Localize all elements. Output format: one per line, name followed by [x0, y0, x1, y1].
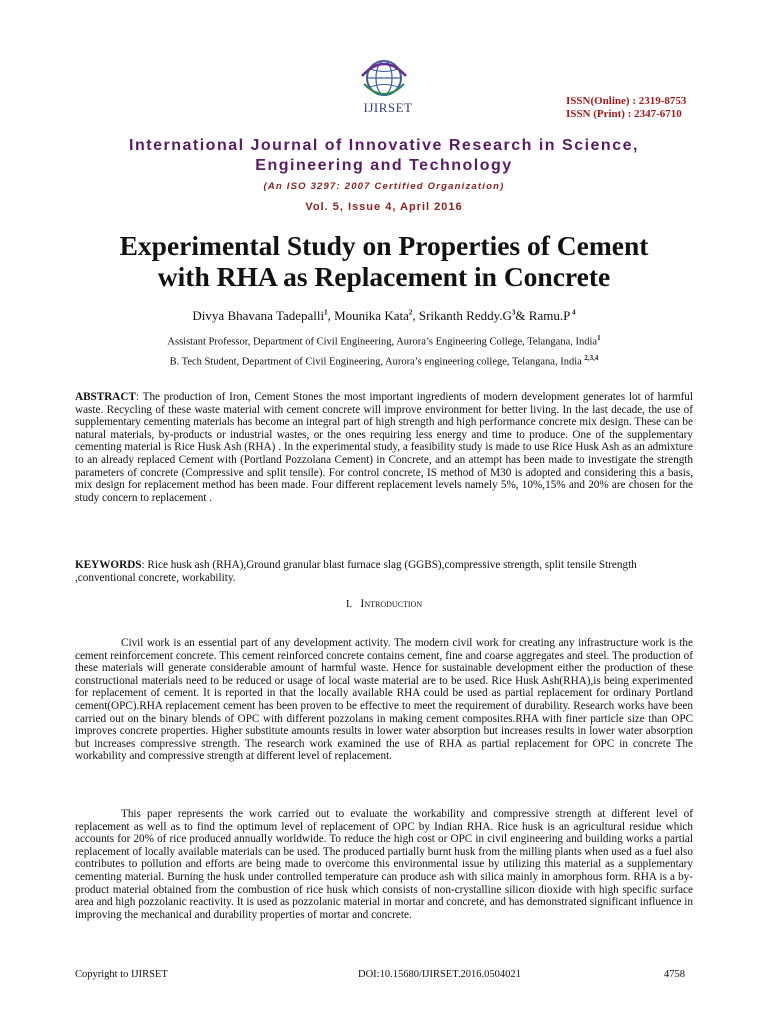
- logo-text: IJIRSET: [363, 100, 413, 115]
- affiliation-sup: 1: [597, 334, 601, 342]
- journal-name-line1: International Journal of Innovative Research in Science,: [129, 137, 639, 154]
- author-name: Mounika Kata: [334, 308, 409, 323]
- journal-name: [60, 136, 708, 176]
- footer-doi: DOI:10.15680/IJIRSET.2016.0504021: [358, 969, 521, 980]
- intro-paragraph-2: This paper represents the work carried out to evaluate the workability and compressive strength at different level of replacement as well as to find the optimum level of replacement of OPC by Indian RHA. Rice husk is an agricultural residue which accounts for 20% of rice produced annually worldwide. To reduce the high cost or OPC in civil engineering and building works a partial replacement of locally available materials can be used. The produced partially burnt husk from the milling plants when used as a fuel also contributes to pollution and efforts are being made to overcome this environmental issue by utilizing this material as a supplementary cementing material. Burning the husk under controlled temperature can produce ash with silica mainly in amorphous form. RHA is a by-product material obtained from the combustion of rice husk which consists of non-crystalline silicon dioxide with high specific surface area and high pozzolanic reactivity. It is used as pozzolanic material in mortar and concrete, and has demonstrated significant influence in improving the mechanical and durability properties of mortar and concrete.: [75, 808, 693, 921]
- affiliation-2: [60, 354, 708, 368]
- author-name: Divya Bhavana Tadepalli: [192, 308, 325, 323]
- author-sep: ,: [327, 308, 335, 323]
- affiliation-sup: 2,3,4: [584, 354, 599, 362]
- section-heading: [75, 598, 693, 610]
- paper-title-line2: with RHA as Replacement in Concrete: [157, 261, 611, 292]
- author-sep: ,: [412, 308, 419, 323]
- iso-certification: (An ISO 3297: 2007 Certified Organization): [263, 181, 505, 192]
- abstract: [75, 391, 693, 504]
- issn-block: [566, 95, 686, 121]
- author-sup: 3: [511, 308, 516, 317]
- issn-online: ISSN(Online) : 2319-8753: [566, 95, 687, 107]
- keywords-text: : Rice husk ash (RHA),Ground granular blast furnace slag (GGBS),compressive strength, split tensile Strength ,conventional concrete, workability.: [75, 559, 637, 584]
- affiliation-text: B. Tech Student, Department of Civil Engineering, Aurora’s engineering college, Telangana, India: [169, 356, 585, 368]
- author-sep: &: [515, 308, 529, 323]
- issn-print: ISSN (Print) : 2347-6710: [566, 108, 682, 120]
- section-number: I.: [345, 598, 353, 610]
- keywords: [75, 559, 693, 584]
- journal-name-line2: Engineering and Technology: [255, 157, 513, 174]
- paper-title: [60, 230, 708, 292]
- intro-paragraph-1: Civil work is an essential part of any development activity. The modern civil work for creating any infrastructure work is the cement reinforcement concrete. This cement reinforced concrete contains cement, fine and coarse aggregates and steel. The production of these materials will generate considerable amount of harmful waste. Hence for sustainable development either the production of these constructional materials need to be reduced or usage of local waste material are to be used. Rice Husk Ash(RHA),is being experimented for replacement of cement. It is reported in that the locally available RHA could be used as partial replacement for ordinary Portland cement(OPC).RHA replacement cement has been proven to be effective to meet the requirement of durability. Research works have been carried out on the binary blends of OPC with different pozzolans in making cement composites.RHA with finer particle size than OPC improves concrete properties. Higher substitute amounts results in lower water absorption but increases results in lower water absorption but increases compressive strength. The research work examined the use of RHA as partial replacement for OPC in concrete The workability and compressive strength at different level of replacement.: [75, 637, 693, 763]
- volume-issue: Vol. 5, Issue 4, April 2016: [305, 201, 463, 213]
- author-name: Srikanth Reddy.G: [418, 308, 512, 323]
- author-sup: 1: [324, 308, 328, 317]
- affiliation-1: [60, 334, 708, 348]
- affiliation-text: Assistant Professor, Department of Civil Engineering, Aurora’s Engineering College, Telangana, India: [167, 336, 598, 348]
- author-name: Ramu.P: [528, 308, 571, 323]
- footer-copyright: Copyright to IJIRSET: [75, 969, 168, 980]
- section-title: Introduction: [360, 598, 423, 610]
- author-sup: 4: [570, 308, 576, 317]
- abstract-label: ABSTRACT: [75, 391, 136, 403]
- globe-icon: [348, 56, 420, 104]
- paper-title-line1: Experimental Study on Properties of Cement: [119, 230, 649, 261]
- author-sup: 2: [408, 308, 413, 317]
- footer-page-number: 4758: [664, 969, 685, 980]
- keywords-label: KEYWORDS: [75, 559, 142, 571]
- author-list: [60, 308, 708, 324]
- abstract-text: : The production of Iron, Cement Stones the most important ingredients of modern development generates lot of harmful waste. Recycling of these waste material with cement concrete will improve environment for better living. In the last decade, the use of supplementary cementing materials has become an integral part of high strength and high performance concrete mix design. These can be natural materials, by-products or industrial wastes, or the ones requiring less energy and time to produce. One of the supplementary cementing material is Rice Husk Ash (RHA) . In the experimental study, a feasibility study is made to use Rice Husk Ash as an admixture to an already replaced Cement with (Portland Pozzolana Cement) in Concrete, and an attempt has been made to investigate the strength parameters of concrete (Compressive and split tensile). For control concrete, IS method of M30 is adopted and considering this a basis, mix design for replacement method has been made. Four different replacement levels namely 5%, 10%,15% and 20% are chosen for the study concern to replacement .: [75, 391, 693, 504]
